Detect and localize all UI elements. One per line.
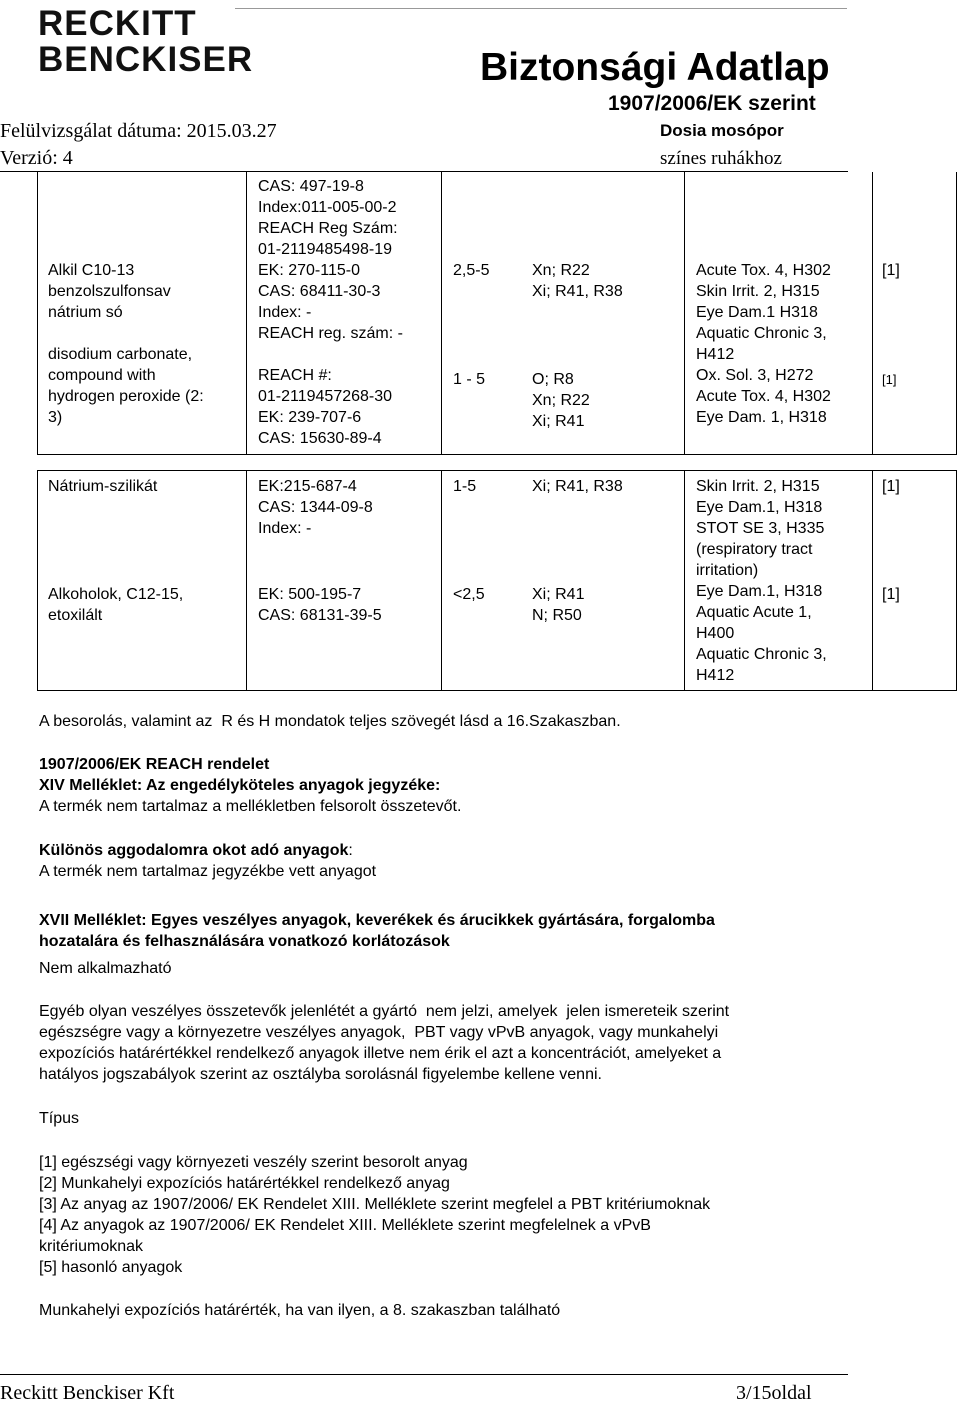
concentration: <2,5 — [453, 586, 485, 603]
product-name-line-1: Dosia mosópor — [660, 121, 784, 140]
concentration: 1-5 — [453, 478, 477, 495]
clp-classification: Skin Irrit. 2, H315 Eye Dam.1, H318 STOT SE 3, H335 (respiratory tract irritation) Eye Dam.1, H318 Aquatic Acute 1, H400 Aquatic Chronic 3, H412 — [696, 478, 827, 684]
substance-identifiers: EK:215-687-4 CAS: 1344-09-8 Index: - — [258, 478, 373, 537]
table-border — [872, 172, 873, 454]
table-border — [872, 470, 873, 691]
clp-classification: Acute Tox. 4, H302 Skin Irrit. 2, H315 Eye Dam.1 H318 Aquatic Chronic 3, H412 Ox. Sol. 3, H272 Acute Tox. 4, H302 Eye Dam. 1, H318 — [696, 262, 831, 426]
concentration: 2,5-5 — [453, 262, 490, 279]
table-border — [441, 172, 442, 454]
footer-rule — [0, 1374, 848, 1375]
table-border — [684, 470, 685, 691]
type-legend: [1] egészségi vagy környezeti veszély szerint besorolt anyag [2] Munkahelyi expozíciós határértékkel rendelkező anyag [3] Az anyag az 1907/2006/ EK Rendelet XIII. Melléklete szerint megfelel a PBT kritériumoknak [4] Az anyagok az 1907/2006/ EK Rendelet XIII. Melléklete szerint megfelelnek a vPvB kritériumoknak [5] hasonló anyagok — [39, 1154, 711, 1276]
oel-note: Munkahelyi expozíciós határérték, ha van ilyen, a 8. szakaszban található — [39, 1302, 561, 1319]
footer-page-number: 3/15oldal — [736, 1382, 812, 1404]
annex-xiv-text: A termék nem tartalmaz a mellékletben felsorolt összetevőt. — [39, 798, 462, 815]
table-border — [246, 470, 247, 691]
type-reference: [1] — [882, 372, 897, 387]
dsd-classification: Xi; R41, R38 — [532, 478, 623, 495]
dsd-classification: O; R8 Xn; R22 Xi; R41 — [532, 371, 590, 430]
dsd-classification: Xn; R22 Xi; R41, R38 — [532, 262, 623, 300]
table-border — [37, 470, 957, 471]
table-border — [684, 172, 685, 454]
logo-line-1: RECKITT — [38, 4, 197, 43]
type-reference: [1] — [882, 586, 900, 603]
svhc-heading: Különös aggodalomra okot adó anyagok — [39, 842, 349, 859]
table-border — [246, 172, 247, 454]
svhc-text: A termék nem tartalmaz jegyzékbe vett anyagot — [39, 863, 377, 880]
type-reference: [1] — [882, 262, 900, 279]
logo-line-2: BENCKISER — [38, 40, 254, 79]
document-title: Biztonsági Adatlap — [480, 46, 830, 89]
footer-company: Reckitt Benckiser Kft — [0, 1382, 175, 1404]
header-top-rule — [235, 8, 847, 9]
revision-date: Felülvizsgálat dátuma: 2015.03.27 — [0, 120, 277, 142]
annex-xiv-heading: XIV Melléklet: Az engedélyköteles anyagok jegyzéke: — [39, 777, 441, 794]
other-ingredients-paragraph: Egyéb olyan veszélyes összetevők jelenlétét a gyártó nem jelzi, amelyek jelen ismereteik szerint egészségre vagy a környezetre veszélyes anyagok, PBT vagy vPvB anyagok, vagy munkahelyi expozíciós határértékkel rendelkező anyagok illetve nem érik el azt a koncentrációt, amelyeket a hatályos jogszabályok szerint az osztályba sorolásnál figyelembe kellene venni. — [39, 1003, 730, 1083]
concentration: 1 - 5 — [453, 371, 486, 388]
header-bottom-rule — [0, 171, 848, 172]
substance-name: Nátrium-szilikát — [48, 478, 158, 495]
annex-xvii-heading: XVII Melléklet: Egyes veszélyes anyagok, keverékek és árucikkek gyártására, forgalomba hozatalára és felhasználására vonatkozó korlátozások — [39, 912, 715, 950]
regulation-subtitle: 1907/2006/EK szerint — [608, 92, 816, 115]
company-logo — [38, 6, 253, 78]
table-border — [956, 172, 957, 454]
svhc-colon: : — [348, 842, 353, 859]
type-reference: [1] — [882, 478, 900, 495]
substance-identifiers: EK: 500-195-7 CAS: 68131-39-5 — [258, 586, 382, 624]
classification-note: A besorolás, valamint az R és H mondatok teljes szövegét lásd a 16.Szakaszban. — [39, 713, 621, 730]
version-number: Verzió: 4 — [0, 147, 73, 169]
type-label: Típus — [39, 1110, 80, 1127]
annex-xvii-text: Nem alkalmazható — [39, 960, 172, 977]
table-border — [956, 470, 957, 691]
substance-identifiers: CAS: 497-19-8 Index:011-005-00-2 REACH Reg Szám: 01-2119485498-19 EK: 270-115-0 CAS: 68411-30-3 Index: - REACH reg. szám: - REACH #: 01-2119457268-30 EK: 239-707-6 CAS: 15630-89-4 — [258, 178, 403, 447]
table-border — [37, 470, 38, 691]
table-border — [37, 172, 38, 454]
svhc-heading-line — [39, 840, 353, 861]
dsd-classification: Xi; R41 N; R50 — [532, 586, 585, 624]
substance-names: Alkil C10-13 benzolszulfonsav nátrium só disodium carbonate, compound with hydrogen peroxide (2: 3) — [48, 262, 204, 426]
reach-heading: 1907/2006/EK REACH rendelet — [39, 756, 270, 773]
product-name-line-2: színes ruhákhoz — [660, 148, 782, 169]
table-border — [37, 690, 957, 691]
substance-name: Alkoholok, C12-15, etoxilált — [48, 586, 184, 624]
table-border — [441, 470, 442, 691]
table-border — [37, 454, 957, 455]
